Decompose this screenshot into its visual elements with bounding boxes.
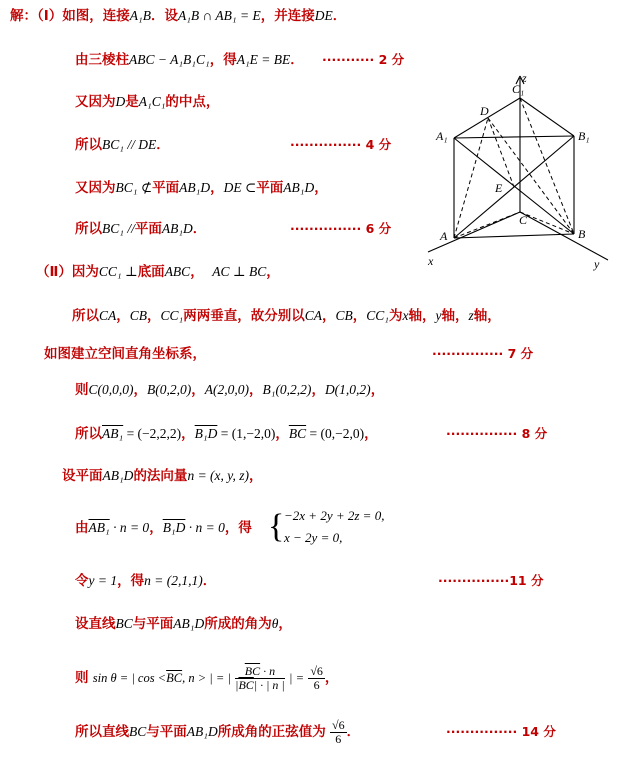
math-ac-perp-bc: AC ⊥ BC: [212, 264, 267, 279]
text: 设直线: [75, 616, 116, 632]
text: 由三棱柱: [75, 52, 129, 68]
math: , n > | = |: [182, 671, 231, 685]
label-b1: B₁: [578, 129, 590, 143]
math: = (−2,2,2): [123, 426, 182, 441]
vector-b1d: B₁D: [194, 426, 218, 441]
text: ，并连接: [260, 8, 315, 24]
math: = (0,−2,0): [306, 426, 365, 441]
edge-a1-b1: [454, 136, 574, 138]
text: 与平面: [146, 724, 187, 740]
text: ，: [147, 308, 161, 324]
text: 两两垂直，故分别以: [183, 308, 305, 324]
math-subset: DE ⊂: [223, 180, 257, 195]
text: ，: [149, 520, 163, 536]
text: 轴，: [473, 308, 501, 324]
math-abc: ABC: [164, 264, 191, 279]
math-not-subset: BC₁ ⊄: [115, 180, 153, 195]
math: · n = 0: [109, 520, 150, 535]
text: 与平面: [132, 616, 174, 632]
solution-line-1: [10, 6, 346, 26]
math-intersection: A₁B ∩ AB₁ = E: [177, 8, 261, 23]
text: 的法向量: [133, 468, 188, 484]
solution-line-5: [75, 178, 328, 198]
text: ．: [192, 221, 207, 237]
score-7: ··············· 7 分: [432, 346, 534, 361]
vector-bc: $\overline{BC}$: [238, 678, 254, 692]
vector-b1d: B₁D: [162, 520, 186, 535]
solution-line-10: [75, 380, 384, 400]
text: 令: [75, 573, 89, 589]
text: 则: [75, 670, 89, 686]
math-prism: ABC − A₁B₁C₁: [129, 52, 210, 67]
text: ，: [191, 382, 205, 398]
prism-figure: [420, 60, 615, 275]
math: CC₁: [366, 308, 389, 323]
math-de: DE: [314, 8, 333, 23]
vector-ab1: AB₁: [102, 426, 124, 441]
denominator: 6: [313, 678, 320, 692]
math-normal-vector: n = (x, y, z): [187, 468, 250, 483]
text: 轴，: [408, 308, 436, 324]
label-e: E: [495, 181, 503, 195]
solution-line-11: [75, 424, 378, 444]
math: x: [402, 308, 409, 323]
math: z: [468, 308, 474, 323]
solution-line-15: [75, 614, 292, 634]
text: 所以: [75, 137, 102, 153]
score-4: ··············· 4 分: [290, 137, 392, 152]
text: ，: [370, 382, 385, 398]
text: ，: [116, 308, 130, 324]
y-axis-line: [520, 212, 608, 260]
vector-bc: $\overline{BC}$: [244, 664, 261, 678]
label-b: B: [578, 227, 586, 241]
label-c: C: [519, 213, 528, 227]
text: ，: [314, 180, 328, 196]
math-point-d: D(1,0,2): [324, 382, 371, 397]
solution-line-6: [75, 219, 206, 239]
denominator: 6: [335, 732, 342, 746]
text: ．: [290, 52, 304, 68]
math: = (1,−2,0): [217, 426, 276, 441]
math: · n = 0: [185, 520, 225, 535]
math-point-c: C(0,0,0): [88, 382, 134, 397]
math-plane: AB₁D: [179, 180, 211, 195]
text: ，: [249, 468, 263, 484]
edge-c1-b1: [520, 98, 574, 136]
cos-fraction: [235, 665, 285, 692]
solution-line-14: [75, 571, 216, 591]
text: ，: [364, 426, 378, 442]
math: CC₁: [160, 308, 184, 323]
score-8: ··············· 8 分: [446, 426, 548, 441]
text: 所以: [72, 308, 99, 324]
text: ，: [278, 616, 292, 632]
text: 平面: [152, 180, 180, 196]
solution-line-17: [75, 717, 360, 747]
solution-line-4: [75, 135, 170, 155]
math-d: D: [115, 94, 126, 109]
math-a1c1: A₁C₁: [138, 94, 166, 109]
score-14: ··············· 14 分: [446, 724, 556, 739]
solution-line-8: [72, 306, 501, 326]
text: 如图建立空间直角坐标系，: [44, 346, 206, 362]
math: CB: [335, 308, 353, 323]
numerator: √6: [332, 718, 345, 732]
text: 是: [125, 94, 139, 110]
math-plane: AB₁D: [102, 468, 134, 483]
text: 为: [388, 308, 403, 324]
math: CA: [99, 308, 117, 323]
solution-line-12: [62, 466, 263, 486]
text: 由: [75, 520, 89, 536]
solution-line-16: [75, 663, 338, 693]
math: y = 1: [88, 573, 118, 588]
solution-line-2: [75, 50, 304, 70]
text: ．: [156, 137, 170, 153]
math-perp: CC₁ ⊥: [98, 264, 138, 279]
numerator: √6: [310, 664, 323, 678]
system-brace: {: [268, 508, 285, 545]
vector-bc: $\overline{BC}$: [166, 671, 183, 685]
solution-line-9: [44, 344, 206, 364]
system-eq-1: −2x + 2y + 2z = 0,: [284, 508, 385, 523]
math-plane: AB₁D: [186, 724, 218, 739]
math: CB: [129, 308, 148, 323]
text: ．: [332, 8, 347, 24]
math-plane: AB₁D: [161, 221, 193, 236]
math-point-b: B(0,2,0): [147, 382, 192, 397]
seg-c1-b-dashed: [520, 98, 574, 234]
text: 平面: [134, 221, 162, 237]
math-a1b: A₁B: [129, 8, 151, 23]
text: ，: [324, 670, 339, 686]
text: ，: [133, 382, 147, 398]
text: ．设: [150, 8, 178, 24]
score-11: ···············11 分: [438, 573, 544, 588]
math-a1e-be: A₁E = BE: [236, 52, 291, 67]
math-plane: AB₁D: [283, 180, 315, 195]
text: 又因为: [75, 180, 116, 196]
sqrt6-over-6: [308, 665, 325, 692]
text: ，: [352, 308, 367, 324]
text: 所成角的正弦值为: [217, 724, 326, 740]
text: ，: [275, 426, 289, 442]
math-theta: θ: [271, 616, 279, 631]
text: ，: [190, 264, 204, 280]
text: 所成的角为: [204, 616, 272, 632]
answer-fraction: [330, 719, 347, 746]
math-parallel: BC₁ // DE: [102, 137, 157, 152]
text: 又因为: [75, 94, 116, 110]
label-z: z: [522, 71, 527, 85]
text: ，得: [209, 52, 237, 68]
text: ，: [322, 308, 336, 324]
text: 所以直线: [75, 724, 129, 740]
text: ，: [249, 382, 263, 398]
solution-line-7: [36, 262, 280, 282]
math: |: [235, 678, 239, 692]
text: ．: [202, 573, 217, 589]
label-x: x: [428, 254, 434, 268]
label-a: A: [440, 229, 448, 243]
math: | =: [289, 671, 305, 685]
text: 设平面: [62, 468, 103, 484]
math-point-b1: B₁(0,2,2): [262, 382, 312, 397]
math: sin θ = | cos <: [92, 671, 167, 685]
text: 底面: [137, 264, 165, 280]
text: ，: [210, 180, 224, 196]
math: BC: [129, 724, 147, 739]
label-a1: A₁: [436, 129, 448, 143]
text: ，: [181, 426, 195, 442]
math-plane: AB₁D: [173, 616, 205, 631]
text: 所以: [75, 426, 102, 442]
text: ，得: [117, 573, 145, 589]
seg-a-d-dashed: [454, 118, 488, 238]
text: 则: [75, 382, 89, 398]
math: BC: [115, 616, 133, 631]
part-one-label: 解：（Ⅰ）如图，连接: [10, 8, 130, 24]
math-point-a: A(2,0,0): [204, 382, 249, 397]
text: ，: [311, 382, 325, 398]
label-y: y: [594, 257, 600, 271]
label-c1: C₁: [512, 82, 525, 96]
solution-line-3: [75, 92, 219, 112]
math: · n: [260, 664, 276, 678]
text: 平面: [256, 180, 284, 196]
math: | · | n |: [253, 678, 285, 692]
edge-c-b-dashed: [520, 212, 574, 234]
edge-a-b: [454, 234, 574, 238]
label-d: D: [480, 104, 489, 118]
math-parallel: BC₁ //: [102, 221, 135, 236]
score-2: ··········· 2 分: [322, 52, 405, 67]
part-two-label: （Ⅱ）因为: [36, 264, 99, 280]
vector-bc: $\overline{BC}$: [288, 426, 307, 441]
seg-d-e-dashed: [488, 118, 514, 187]
solution-line-13: [75, 518, 252, 538]
text: ，: [266, 264, 280, 280]
vector-ab1: AB₁: [88, 520, 110, 535]
text: 轴，: [441, 308, 469, 324]
text: 所以: [75, 221, 102, 237]
text: 的中点，: [165, 94, 220, 110]
text: ，得: [224, 520, 252, 536]
math: CA: [304, 308, 322, 323]
text: ．: [346, 724, 361, 740]
math: y: [435, 308, 442, 323]
system-eq-2: x − 2y = 0,: [284, 530, 343, 545]
math-normal-result: n = (2,1,1): [144, 573, 203, 588]
score-6: ··············· 6 分: [290, 221, 392, 236]
